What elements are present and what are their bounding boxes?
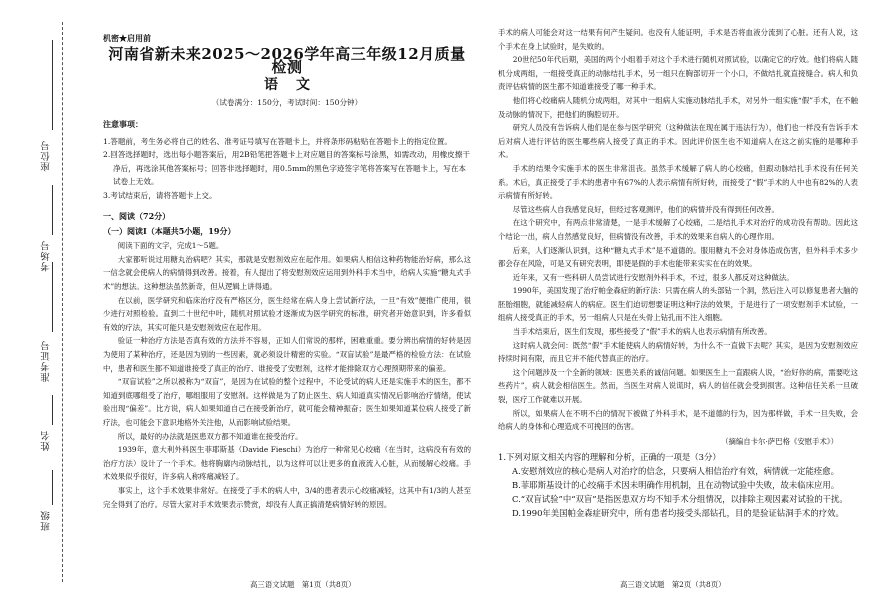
passage-paragraph: 20世纪50年代后期，美国的两个小组着手对这个手术进行随机对照试验，以确定它的疗效。他们将病人随机分成两组，一组接受真正的动脉结扎手术，另一组只在胸部切开一个小口，不做结扎就直接缝合。病人和负责评估病情的医生都不知道谁接受了哪一种手术。 <box>498 55 858 92</box>
name-label: 姓名 <box>41 430 52 451</box>
passage-paragraph: 所以，如果病人在不明不白的情况下被做了外科手术，是不道德的行为，因为那样做，手术一旦失败，会给病人的身体和心理造成不可挽回的伤害。 <box>498 408 858 432</box>
ticket-number-label: 准考证号 <box>41 340 52 382</box>
notice-item: 3.考试结束后，请将答题卡上交。 <box>103 190 217 200</box>
seat-number-blank[interactable] <box>52 40 53 130</box>
passage-paragraph: 当手术结束后，医生们发现，那些接受了“假”手术的病人也表示病情有所改善。 <box>512 327 772 337</box>
exam-meta: （试卷满分：150分，考试时间：150分钟） <box>211 98 363 108</box>
seat-number-label: 座位号 <box>41 140 52 172</box>
class-blank[interactable] <box>52 470 53 505</box>
class-label: 班级 <box>41 510 52 531</box>
passage-paragraph: 后来，人们逐渐认识到，这种“糖丸式手术”是不道德的。服用糖丸不会对身体造成伤害，但外科手术多少都会存在风险，可是又有研究表明，即使是假的手术也能带来实实在在的效果。 <box>498 245 858 269</box>
passage-paragraph: “双盲试验”之所以被称为“双盲”，是因为在试验的整个过程中，不论受试的病人还是实施手术的医生，都不知道到底哪组受了治疗，哪组服用了安慰剂。这样做是为了防止医生、病人知道真实情况后影响治疗情绪，使试验出现“偏差”。比方说，病人如果知道自己在接受新治疗，就可能会精神振奋；医生如果知道某位病人接受了新疗法，也可能会下意识地格外关注他，从而影响试验结果。 <box>103 377 471 427</box>
question-option-d: D.1990年美国帕金森症研究中，所有患者均接受头部钻孔，目的是验证钻洞手术的疗效。 <box>512 508 844 519</box>
binding-dashed-line <box>62 22 63 582</box>
notice-heading: 注意事项： <box>103 118 143 129</box>
left-column <box>103 32 471 511</box>
passage-paragraph: 大家都听说过用糖丸治病吧？其实，那就是安慰剂效应在起作用。如果病人相信这种药物能治好病，那么这一信念就会使病人的病情得到改善。接着，有人提出了将安慰剂效应运用到外科手术当中，给病人实施“糖丸式手术”的想法。这种想法虽然新奇，但从逻辑上讲得通。 <box>103 254 471 292</box>
passage-paragraph: 他们将心绞痛病人随机分成两组，对其中一组病人实施动脉结扎手术，对另外一组实施“假”手术，在不触及动脉的情况下，把他们的胸腔切开。 <box>498 95 858 119</box>
notice-item: 1.答题前，考生务必将自己的姓名、准考证号填写在答题卡上，并将条形码粘贴在答题卡上的指定位置。 <box>103 136 452 146</box>
passage-paragraph: 1939年，意大利外科医生菲耶斯基（Davide Fieschi）为治疗一种常见心绞痛（在当时，这病没有有效的治疗方法）设计了一个手术。他将胸廓内动脉结扎，以为这样可以让更多的血液流入心脏，从而缓解心绞痛。手术效果似乎很好，许多病人称疼痛减轻了。 <box>103 445 471 482</box>
exam-title: 河南省新未来2025～2026学年高三年级12月质量检测 <box>108 44 466 77</box>
passage-paragraph: 验证一种治疗方法是否真有效的方法并不容易，正如人们常说的那样，困难重重。要分辨出病情的好转是因为使用了某种治疗，还是因为别的一些因素，就必须设计精密的实验。“双盲试验”是最严格的检验方法：在试验中，患者和医生都不知道谁接受了真正的治疗、谁接受了安慰剂，这样才能排除双方心理预期带来的偏差。 <box>103 336 471 373</box>
passage-paragraph: 在以前，医学研究和临床治疗没有严格区分，医生经常在病人身上尝试新疗法，一旦“有效”便推广使用，很少进行对照检验。直到二十世纪中叶，随机对照试验才逐渐成为医学研究的标准，研究者开始意识到，许多看似有效的疗法，其实可能只是安慰剂效应在起作用。 <box>103 295 471 332</box>
passage-paragraph: 手术的结果令实施手术的医生非常沮丧。虽然手术缓解了病人的心绞痛，但跟动脉结扎手术没有任何关系。术后，真正接受了手术的患者中有67%的人表示病情有所好转，而接受了“假”手术的人中也有82%的人表示病情有所好转。 <box>498 163 858 201</box>
question-stem: 1.下列对原文相关内容的理解和分析，正确的一项是（3分） <box>498 452 721 463</box>
passage-paragraph: 尽管这些病人自我感觉良好，但经过客观测评，他们的病情并没有得到任何改善。 <box>512 204 779 214</box>
secret-mark: 机密★启用前 <box>103 33 151 43</box>
instruction: 阅读下面的文字，完成1～5题。 <box>117 241 224 251</box>
passage-paragraph: 这时病人就会问：既然“假”手术能使病人的病情好转，为什么不一直做下去呢？其实，是因为安慰剂效应持续时间有限，而且它并不能代替真正的治疗。 <box>498 340 858 364</box>
question-option-c: C.“双盲试验”中“双盲”是指医患双方均不知手术分组情况，以排除主观因素对试验的干扰。 <box>512 494 848 505</box>
passage-paragraph: 1990年，美国发现了治疗帕金森症的新疗法：只需在病人的头部钻一个洞，然后注入可以修复患者大脑的胚胎细胞，就能减轻病人的病症。医生们迫切想要证明这种疗法的效果，于是进行了一项安慰剂手术试验，一组病人接受真正的手术，另一组病人只是在头骨上钻孔而不注入细胞。 <box>498 286 858 323</box>
exam-room-blank[interactable] <box>52 185 53 235</box>
question-option-a: A.安慰剂效应的核心是病人对治疗的信念，只要病人相信治疗有效，病情就一定能痊愈。 <box>512 466 839 477</box>
passage-paragraph: 所以，最好的办法就是医患双方都不知道谁在接受治疗。 <box>117 431 303 441</box>
notice-list <box>103 135 471 203</box>
question-option-b: B.菲耶斯基设计的心绞痛手术因未明确作用机制，且在动物试验中失败，故未临床应用。 <box>512 480 840 491</box>
notice-item: 2.回答选择题时，选出每小题答案后，用2B铅笔把答题卡上对应题目的答案标号涂黑，如需改动，用橡皮擦干净后，再选涂其他答案标号；回答非选择题时，用0.5mm的黑色字迹签字笔将答案写在答题卡上，写在本试卷上无效。 <box>103 150 470 187</box>
binding-margin <box>0 0 92 599</box>
page-footer-left: 高三语文试题 第1页（共8页） <box>250 580 356 589</box>
name-blank[interactable] <box>52 395 53 425</box>
ticket-number-blank[interactable] <box>52 262 53 332</box>
part-heading: 一、阅读（72分） <box>103 211 171 222</box>
passage-paragraph: 在这个研究中，有两点非常清楚，一是手术缓解了心绞痛，二是结扎手术对治疗的成功没有帮助。因此这个结论一出，病人自然感觉良好，但病情没有改善，手术的效果来自病人的心理作用。 <box>498 218 858 241</box>
passage-paragraph: 手术的病人可能会对这一结果有何产生疑问。也没有人能证明，手术是否将血液分流到了心脏。还有人说，这个手术在身上试验时，是失败的。 <box>498 28 858 51</box>
right-column <box>498 26 858 520</box>
exam-room-label: 考场号 <box>41 240 52 272</box>
passage-paragraph: 事实上，这个手术效果非常好。在接受了手术的病人中，3/4的患者表示心绞痛减轻，这其中有1/3的人甚至完全得到了治疗。尽管大家对手术效果表示赞赏，却没有人真正搞清楚病情好转的原因。 <box>103 485 471 509</box>
passage-paragraph: 这个问题涉及一个全新的领域：医患关系的诚信问题。如果医生上一直跟病人说，“治好你的病，需要吃这些药片”，病人就会相信医生。然而，当医生对病人说谎时，病人的信任就会受到损害。这种信任关系一旦破裂，医疗工作就难以开展。 <box>498 367 858 405</box>
source-citation: （摘编自卡尔·萨巴格《安慰手术》） <box>721 436 838 446</box>
passage-paragraph: 研究人员没有告诉病人他们是在参与医学研究（这种做法在现在属于违法行为），他们也一样没有告诉手术后对病人进行评估的医生哪些病人接受了真正的手术。因此评价医生也不知道病人在这之前实施的是哪种手术。 <box>498 123 858 160</box>
page-footer-right: 高三语文试题 第2页（共8页） <box>620 580 726 589</box>
passage-paragraph: 近年来，又有一些科研人员尝试进行安慰剂外科手术，不过，很多人都反对这种做法。 <box>512 272 794 282</box>
sub-section-heading: （一）阅读Ⅰ（本题共5小题，19分） <box>103 225 236 236</box>
subject-title: 语文 <box>264 76 328 93</box>
